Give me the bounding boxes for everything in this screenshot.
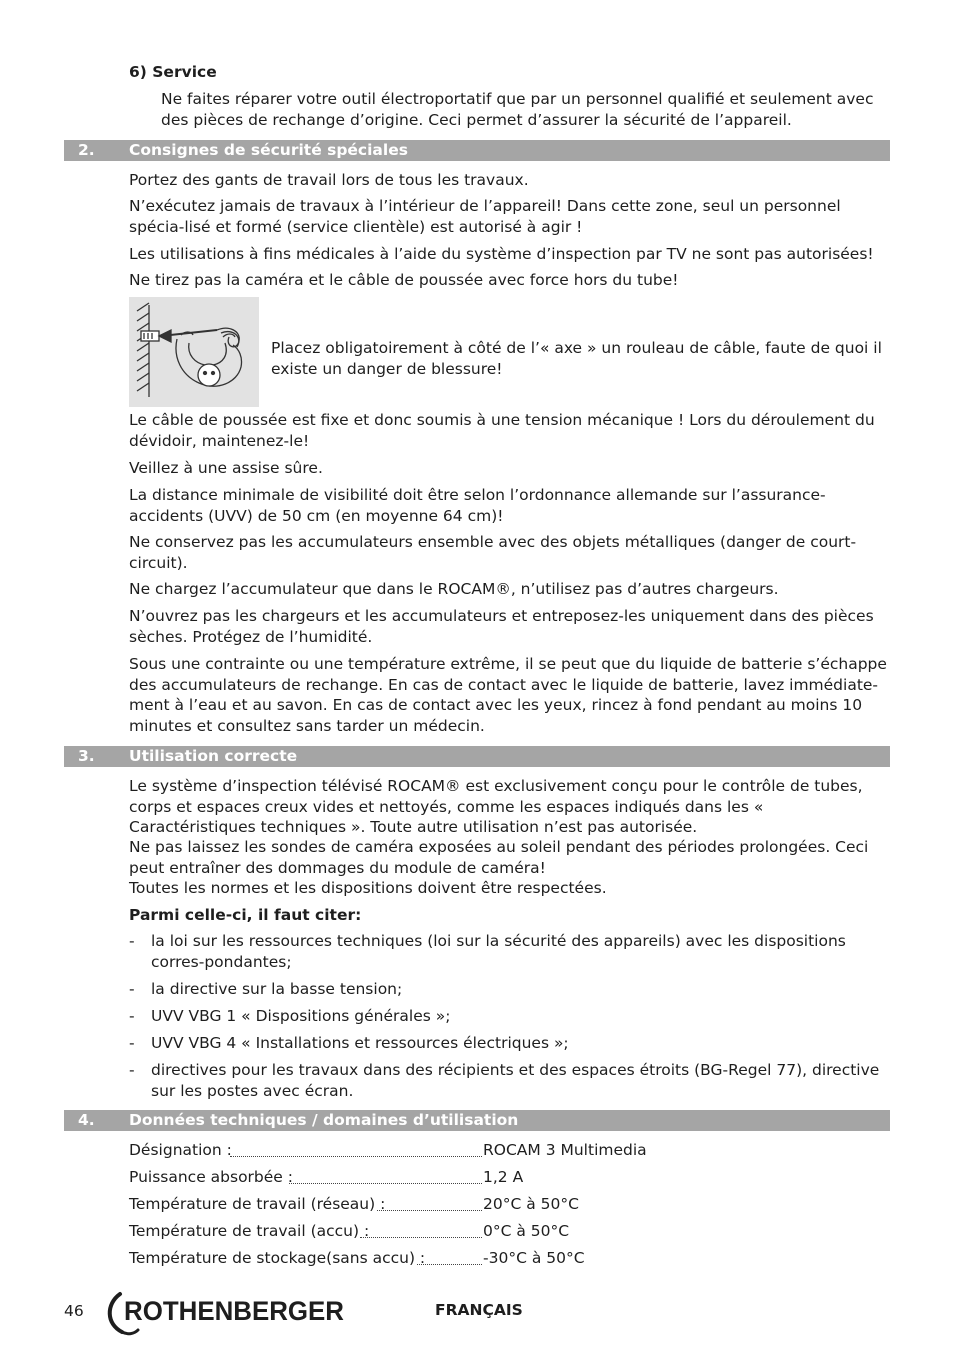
spec-value: ROCAM 3 Multimedia (483, 1141, 647, 1159)
section-number: 2. (78, 141, 95, 159)
spec-label: Température de travail (accu) : (129, 1222, 370, 1240)
paragraph: La distance minimale de visibilité doit être selon l’ordonnance allemande sur l’assurance-accidents (UVV) de 50 cm (en moyenne 64 cm)! (129, 486, 826, 525)
paragraph: Veillez à une assise sûre. (129, 459, 323, 477)
paragraph: Sous une contrainte ou une température extrême, il se peut que du liquide de batterie s’échappe des accumulateurs de rechange. En cas de contact avec le liquide de batterie, lavez immédiate-ment à l’eau et au savon. En cas de contact avec les yeux, rincez à fond pendant au moins 10 minutes et consultez sans tarder un médecin. (129, 655, 887, 735)
list-dash: - (129, 1061, 135, 1079)
service-heading: 6) Service (129, 63, 217, 81)
paragraph: Toutes les normes et les dispositions doivent être respectées. (129, 879, 607, 897)
figure-caption: Placez obligatoirement à côté de l’« axe » un rouleau de câble, faute de quoi il existe un danger de blessure! (271, 339, 882, 378)
paragraph: Le système d’inspection télévisé ROCAM® est exclusivement conçu pour le contrôle de tubes, corps et espaces creux vides et nettoyés, comme les espaces indiqués dans les « Caractéristiques techniques ». Toute autre utilisation n’est pas autorisée. (129, 777, 863, 836)
paragraph: Portez des gants de travail lors de tous les travaux. (129, 171, 529, 189)
list-dash: - (129, 980, 135, 998)
section-number: 4. (78, 1111, 95, 1129)
paragraph: Les utilisations à fins médicales à l’aide du système d’inspection par TV ne sont pas autorisées! (129, 245, 874, 263)
section-title: Données techniques / domaines d’utilisation (129, 1111, 519, 1129)
service-text: Ne faites réparer votre outil électroportatif que par un personnel qualifié et seulement avec des pièces de rechange d’origine. Ceci permet d’assurer la sécurité de l’appareil. (161, 90, 874, 129)
section-title: Consignes de sécurité spéciales (129, 141, 408, 159)
safety-illustration (129, 297, 259, 407)
list-dash: - (129, 1034, 135, 1052)
spec-label: Puissance absorbée : (129, 1168, 293, 1186)
spec-leader (417, 1264, 482, 1265)
spec-value: 0°C à 50°C (483, 1222, 570, 1240)
section-bar-3 (64, 746, 890, 767)
spec-value: 1,2 A (483, 1168, 524, 1186)
paragraph: N’exécutez jamais de travaux à l’intérieur de l’appareil! Dans cette zone, seul un personnel spécia-lisé et formé (service clientèle) est autorisé à agir ! (129, 197, 841, 236)
rothenberger-swoosh-icon (104, 1290, 352, 1336)
paragraph: Ne conservez pas les accumulateurs ensemble avec des objets métalliques (danger de court-circuit). (129, 533, 857, 572)
spec-label: Désignation : (129, 1141, 232, 1159)
list-item: la loi sur les ressources techniques (loi sur la sécurité des appareils) avec les dispositions corres-pondantes; (151, 932, 846, 971)
list-dash: - (129, 1007, 135, 1025)
list-item: UVV VBG 4 « Installations et ressources électriques »; (151, 1034, 569, 1052)
spec-leader (289, 1183, 482, 1184)
spec-label: Température de travail (réseau) : (129, 1195, 386, 1213)
brand-wordmark: ROTHENBERGER (124, 1296, 344, 1326)
spec-leader (377, 1210, 482, 1211)
paragraph: Ne pas laissez les sondes de caméra exposées au soleil pendant des périodes prolongées. Ceci peut entraîner des dommages du module de caméra! (129, 838, 869, 877)
spec-value: -30°C à 50°C (483, 1249, 585, 1267)
spec-value: 20°C à 50°C (483, 1195, 579, 1213)
paragraph: Le câble de poussée est fixe et donc soumis à une tension mécanique ! Lors du déroulement du dévidoir, maintenez-le! (129, 411, 875, 450)
section-bar-2 (64, 140, 890, 161)
spec-leader (230, 1156, 482, 1157)
list-item: la directive sur la basse tension; (151, 980, 403, 998)
language-label: FRANÇAIS (435, 1301, 523, 1319)
page-number: 46 (64, 1302, 84, 1320)
paragraph: Ne chargez l’accumulateur que dans le ROCAM®, n’utilisez pas d’autres chargeurs. (129, 580, 779, 598)
section-title: Utilisation correcte (129, 747, 298, 765)
list-item: UVV VBG 1 « Dispositions générales »; (151, 1007, 451, 1025)
section-bar-4 (64, 1110, 890, 1131)
person-pulling-cable-icon (129, 297, 259, 407)
spec-leader (360, 1237, 482, 1238)
list-item: directives pour les travaux dans des récipients et des espaces étroits (BG-Regel 77), directive sur les postes avec écran. (151, 1061, 880, 1100)
list-heading: Parmi celle-ci, il faut citer: (129, 906, 362, 924)
list-dash: - (129, 932, 135, 950)
paragraph: N’ouvrez pas les chargeurs et les accumulateurs et entreposez-les uniquement dans des pièces sèches. Protégez de l’humidité. (129, 607, 874, 646)
brand-logo (104, 1290, 352, 1336)
section-number: 3. (78, 747, 95, 765)
spec-label: Température de stockage(sans accu) : (129, 1249, 426, 1267)
paragraph: Ne tirez pas la caméra et le câble de poussée avec force hors du tube! (129, 271, 679, 289)
